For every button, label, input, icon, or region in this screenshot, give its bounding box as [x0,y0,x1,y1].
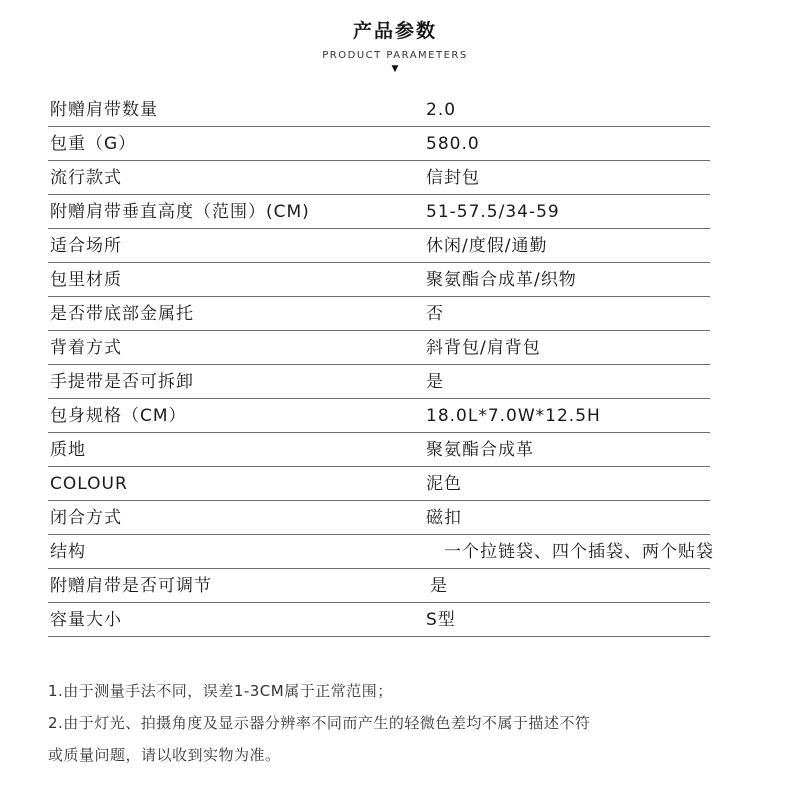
param-label: 附赠肩带数量 [50,100,158,120]
param-value: 信封包 [426,168,480,188]
param-label: 包重（G） [50,134,137,154]
table-row [48,127,710,161]
param-label: 包身规格（CM） [50,406,187,426]
table-row [48,569,710,603]
table-row [48,535,714,569]
parameters-table [48,93,714,637]
note-line: 或质量问题，请以收到实物为准。 [48,746,281,764]
param-label: 适合场所 [50,236,122,256]
table-row [48,467,710,501]
param-label: 背着方式 [50,338,122,358]
param-value: 51-57.5/34-59 [426,202,560,222]
section-header [0,18,790,74]
param-value: S型 [426,610,456,630]
param-value: 2.0 [426,100,457,120]
param-value: 休闲/度假/通勤 [426,236,548,256]
param-value: 是 [426,372,444,392]
table-row [48,229,710,263]
page-title: 产品参数 [352,20,437,42]
note-line: 2.由于灯光、拍摄角度及显示器分辨率不同而产生的轻微色差均不属于描述不符 [48,714,591,732]
param-value: 泥色 [426,474,462,494]
table-row [48,433,710,467]
param-value: 聚氨酯合成革 [426,440,534,460]
table-row [48,399,710,433]
param-label: COLOUR [50,474,128,494]
table-row [48,501,710,535]
param-value: 斜背包/肩背包 [426,338,541,358]
param-value: 聚氨酯合成革/织物 [426,270,577,290]
param-label: 包里材质 [50,270,122,290]
table-row [48,263,710,297]
table-row [48,297,710,331]
param-label: 流行款式 [50,168,122,188]
param-value: 18.0L*7.0W*12.5H [426,406,601,426]
note-line: 1.由于测量手法不同，误差1-3CM属于正常范围； [48,682,393,700]
param-value: 是 [430,576,448,596]
table-row [48,161,710,195]
param-label: 质地 [50,440,86,460]
notes-section [48,679,748,775]
param-value: 否 [426,304,444,324]
param-value: 磁扣 [426,508,462,528]
param-label: 结构 [50,542,86,562]
down-arrow-icon: ▼ [391,64,399,74]
param-label: 容量大小 [50,610,122,630]
table-row [48,331,710,365]
param-value: 580.0 [426,134,480,154]
param-label: 闭合方式 [50,508,122,528]
table-row [48,603,710,637]
param-value: 一个拉链袋、四个插袋、两个贴袋 [444,542,714,562]
param-label: 手提带是否可拆卸 [50,372,194,392]
table-row [48,365,710,399]
param-label: 附赠肩带垂直高度（范围）(CM) [50,202,310,222]
param-label: 附赠肩带是否可调节 [50,576,212,596]
table-row [48,93,710,127]
page-subtitle: PRODUCT PARAMETERS [322,50,468,61]
table-row [48,195,710,229]
param-label: 是否带底部金属托 [50,304,194,324]
